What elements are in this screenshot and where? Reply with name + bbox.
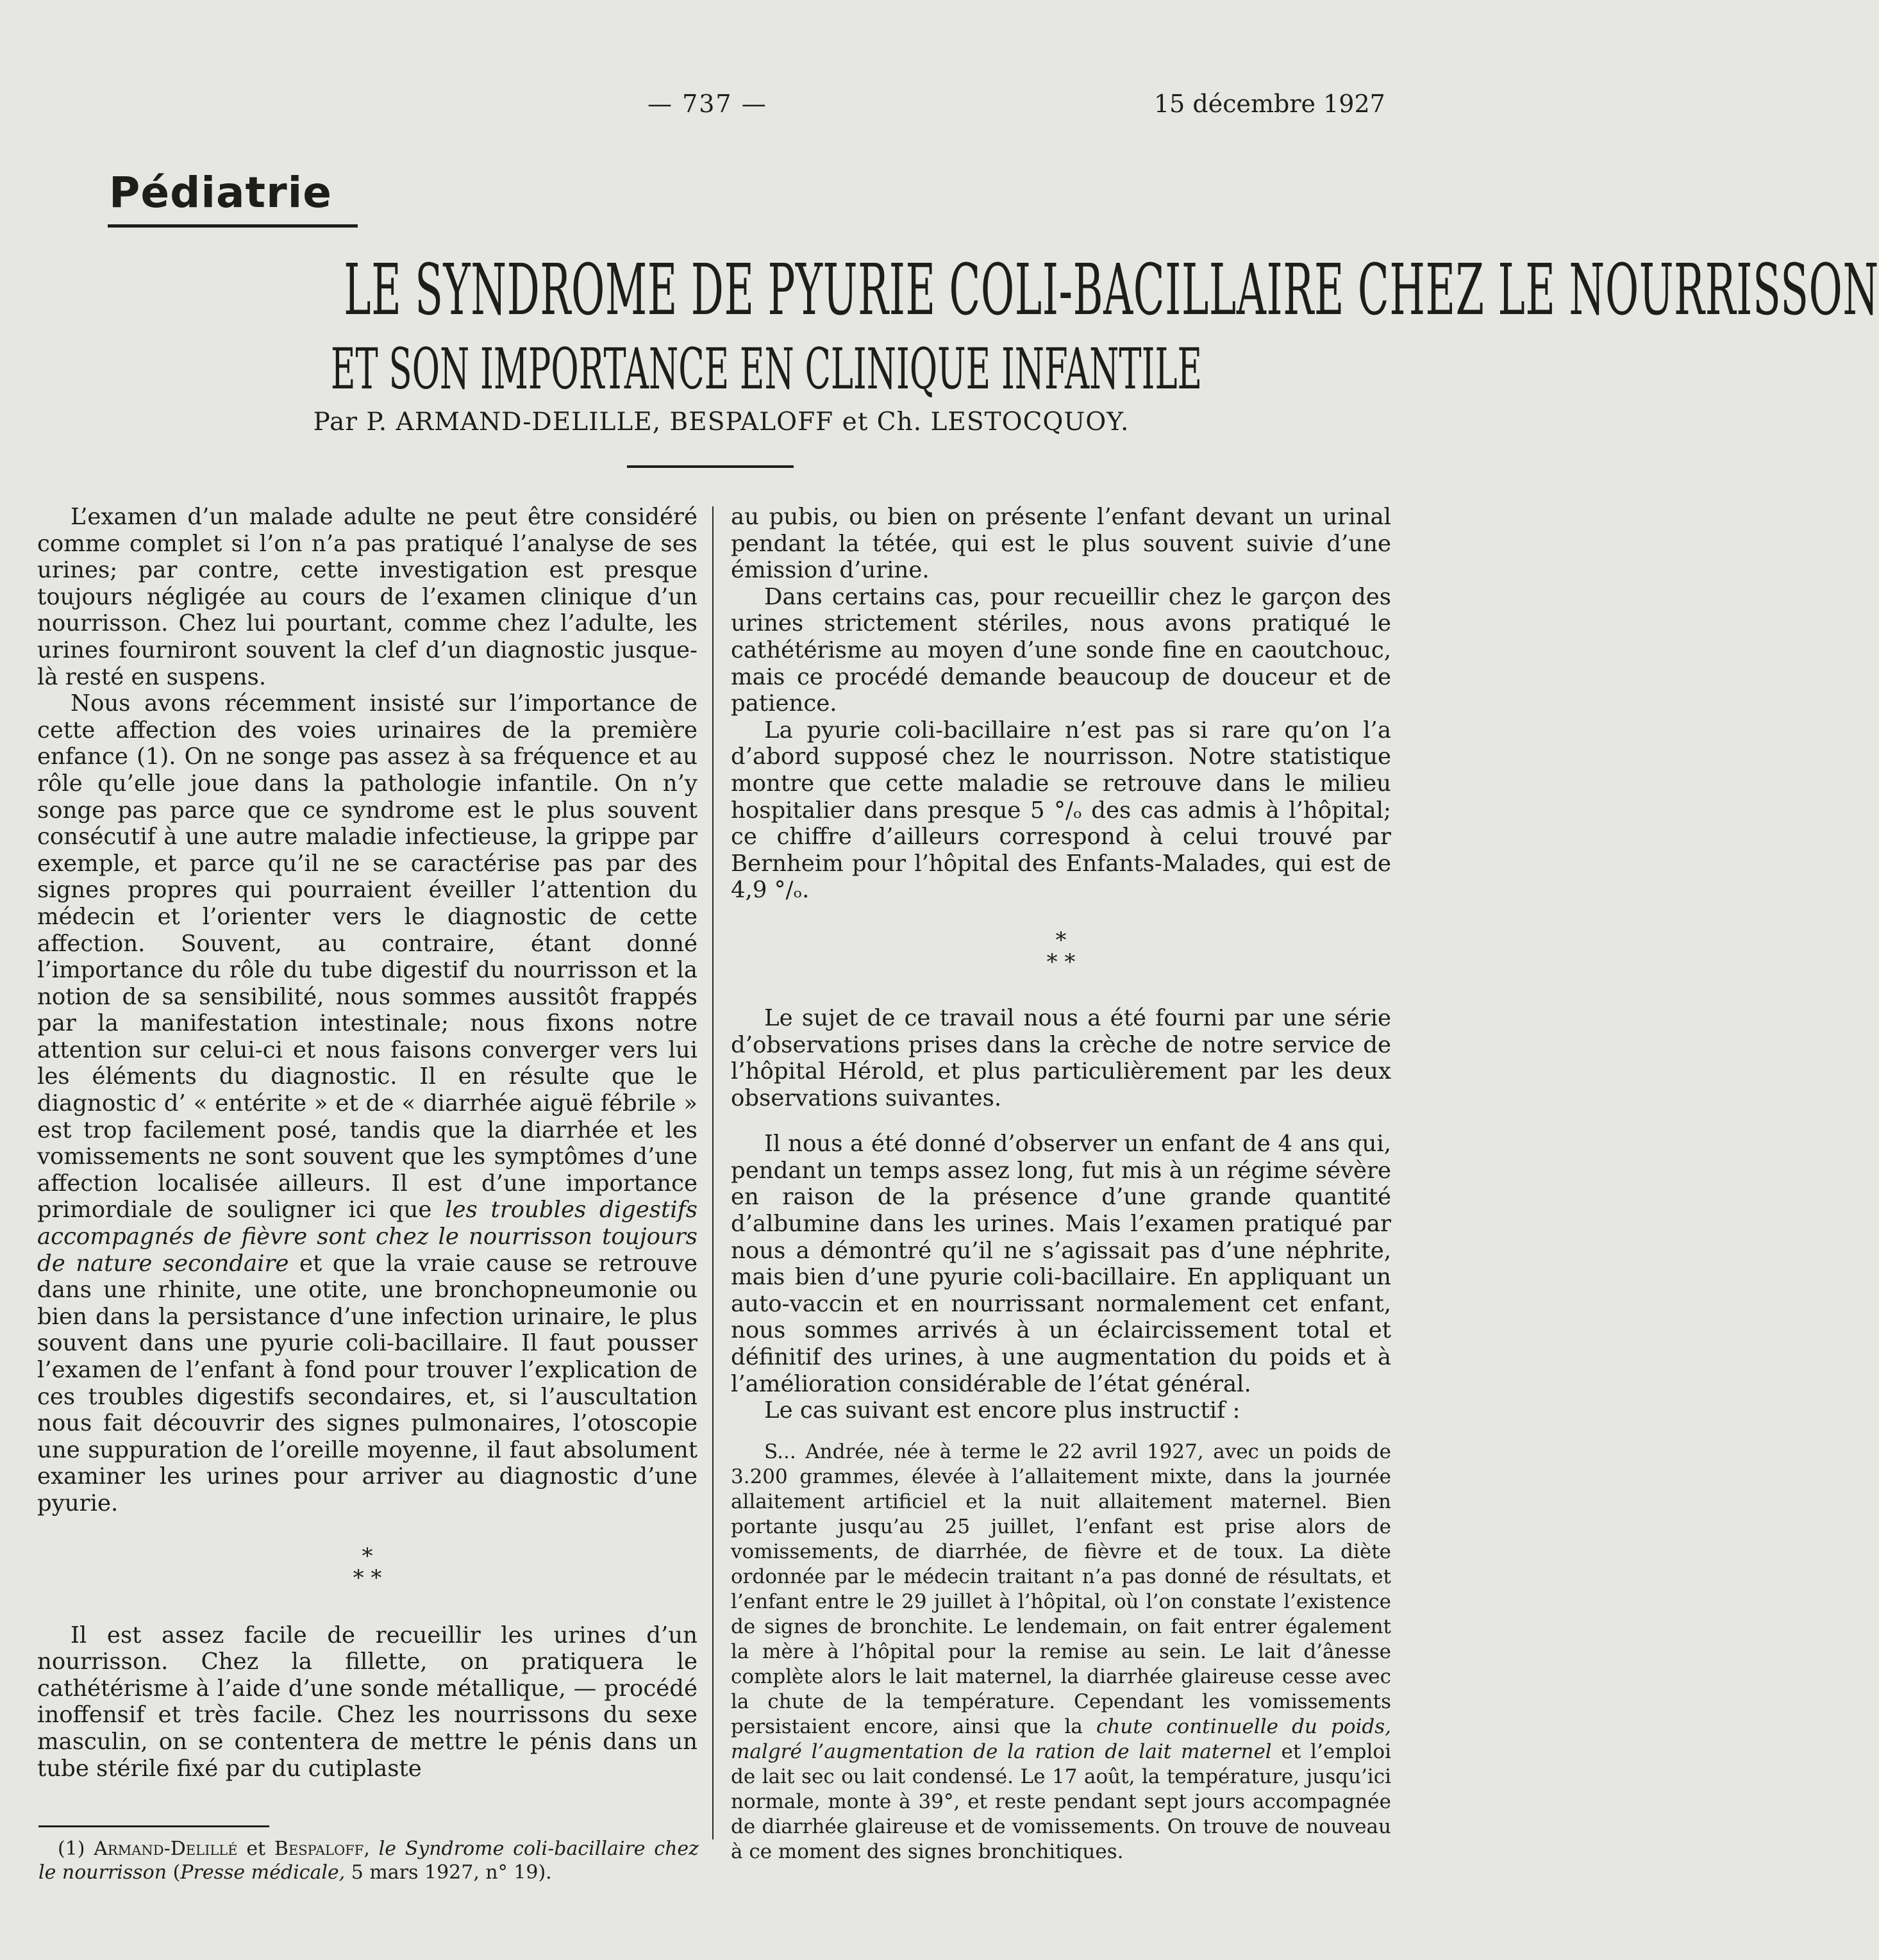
paragraph: Il nous a été donné d’observer un enfant de 4 ans qui, pendant un temps assez long, fut mis à un régime sévère en raison de la présence d’une grande quantité d’albumine dans les urines. Mais l’examen pratiqué par nous a démontré qu’il ne s’agissait pas d’une néphrite, mais bien d’une pyurie coli-bacillaire. En appliquant un auto-vaccin et en nourrissant normalement cet enfant, nous sommes arrivés à un éclaircissement total et définitif des urines, à une augmentation du poids et à l’amélioration considérable de l’état général.: [731, 1131, 1391, 1397]
paragraph: L’examen d’un malade adulte ne peut être considéré comme complet si l’on n’a pas pratiqué l’analyse de ses urines; par contre, cette investigation est presque toujours négligée au cours de l’examen clinique d’un nourrisson. Chez lui pourtant, comme chez l’adulte, les urines fourniront souvent la clef d’un diagnostic jusque-là resté en suspens.: [37, 504, 697, 690]
paragraph: au pubis, ou bien on présente l’enfant devant un urinal pendant la tétée, qui est le plus souvent suivie d’une émission d’urine.: [731, 504, 1391, 584]
footnote-rule: [38, 1825, 269, 1827]
asterism: * * *: [1046, 927, 1076, 975]
right-column: [731, 504, 1391, 1864]
left-column: [37, 504, 697, 1782]
issue-date: 15 décembre 1927: [1154, 90, 1385, 118]
paragraph: Il est assez facile de recueillir les urines d’un nourrisson. Chez la fillette, on pratiquera le cathétérisme à l’aide d’une sonde métallique, — procédé inoffensif et très facile. Chez les nourrissons du sexe masculin, on se contentera de mettre le pénis dans un tube stérile fixé par du cutiplaste: [37, 1622, 697, 1782]
section-title: Pédiatrie: [109, 168, 333, 217]
paragraph: Le cas suivant est encore plus instructif :: [764, 1397, 1240, 1424]
case-paragraph: S... Andrée, née à terme le 22 avril 1927, avec un poids de 3.200 grammes, élevée à l’allaitement mixte, dans la journée allaitement artificiel et la nuit allaitement maternel. Bien portante jusqu’au 25 juillet, l’enfant est prise alors de vomissements, de diarrhée, de fièvre et de toux. La diète ordonnée par le médecin traitant n’a pas donné de résultats, et l’enfant entre le 29 juillet à l’hôpital, où l’on constate l’existence de signes de bronchite. Le lendemain, on fait entrer également la mère à l’hôpital pour la remise au sein. Le lait d’ânesse complète alors le lait maternel, la diarrhée glaireuse cesse avec la chute de la température. Cependant les vomissements persistaient encore, ainsi que la chute continuelle du poids, malgré l’augmentation de la ration de lait maternel et l’emploi de lait sec ou lait condensé. Le 17 août, la température, jusqu’ici normale, monte à 39°, et reste pendant sept jours accompagnée de diarrhée glaireuse et de vomissements. On trouve de nouveau à ce moment des signes bronchitiques.: [731, 1440, 1392, 1863]
title-divider: [627, 465, 794, 468]
section-underline: [108, 224, 358, 228]
asterism: * * *: [353, 1543, 382, 1591]
column-rule: [712, 506, 714, 1840]
emphasis: les troubles digestifs accompagnés de fièvre sont chez le nourrisson toujours de nature secondaire: [37, 1197, 697, 1277]
paragraph: Dans certains cas, pour recueillir chez le garçon des urines strictement stériles, nous avons pratiqué le cathétérisme au moyen d’une sonde fine en caoutchouc, mais ce procédé demande beaucoup de douceur et de patience.: [731, 583, 1391, 717]
article-title: LE SYNDROME DE PYURIE COLI-BACILLAIRE CHEZ LE NOURRISSON: [344, 249, 1879, 331]
paragraph: La pyurie coli-bacillaire n’est pas si rare qu’on l’a d’abord supposé chez le nourrisson. Notre statistique montre que cette maladie se retrouve dans le milieu hospitalier dans presque 5 °/ₒ des cas admis à l’hôpital; ce chiffre d’ailleurs correspond à celui trouvé par Bernheim pour l’hôpital des Enfants-Malades, qui est de 4,9 °/ₒ.: [731, 717, 1391, 904]
paragraph: Nous avons récemment insisté sur l’importance de cette affection des voies urinaires de la première enfance (1). On ne songe pas assez à sa fréquence et au rôle qu’elle joue dans la pathologie infantile. On n’y songe pas parce que ce syndrome est le plus souvent consécutif à une autre maladie infectieuse, la grippe par exemple, et parce qu’il ne se caractérise pas par des signes propres qui pourraient éveiller l’attention du médecin et l’orienter vers le diagnostic de cette affection. Souvent, au contraire, étant donné l’importance du rôle du tube digestif du nourrisson et la notion de sa sensibilité, nous sommes aussitôt frappés par la manifestation intestinale; nous fixons notre attention sur celui-ci et nous faisons converger vers lui les éléments du diagnostic. Il en résulte que le diagnostic d’ « entérite » et de « diarrhée aiguë fébrile » est trop facilement posé, tandis que la diarrhée et les vomissements ne sont souvent que les symptômes d’une affection localisée ailleurs. Il est d’une importance primordiale de souligner ici que les troubles digestifs accompagnés de fièvre sont chez le nourrisson toujours de nature secondaire et que la vraie cause se retrouve dans une rhinite, une otite, une bronchopneumonie ou bien dans la persistance d’une infection urinaire, le plus souvent dans une pyurie coli-bacillaire. Il faut pousser l’examen de l’enfant à fond pour trouver l’explication de ces troubles digestifs secondaires, et, si l’auscultation nous fait découvrir des signes pulmonaires, l’otoscopie une suppuration de l’oreille moyenne, il faut absolument examiner les urines pour arriver au diagnostic d’une pyurie.: [37, 690, 697, 1516]
article-subtitle: ET SON IMPORTANCE EN CLINIQUE INFANTILE: [331, 336, 1203, 402]
footnote: (1) Armand-Delillé et Bespaloff, le Syndrome coli-bacillaire chez le nourrisson (Presse médicale, 5 mars 1927, n° 19).: [38, 1838, 699, 1884]
case-report: [731, 1440, 1391, 1864]
byline: Par P. ARMAND-DELILLE, BESPALOFF et Ch. LESTOCQUOY.: [313, 408, 1130, 436]
paragraph: Le sujet de ce travail nous a été fourni par une série d’observations prises dans la crèche de notre service de l’hôpital Hérold, et plus particulièrement par les deux observations suivantes.: [731, 1004, 1391, 1111]
emphasis: chute continuelle du poids, malgré l’augmentation de la ration de lait maternel: [731, 1715, 1392, 1763]
page-number: — 737 —: [647, 90, 767, 118]
